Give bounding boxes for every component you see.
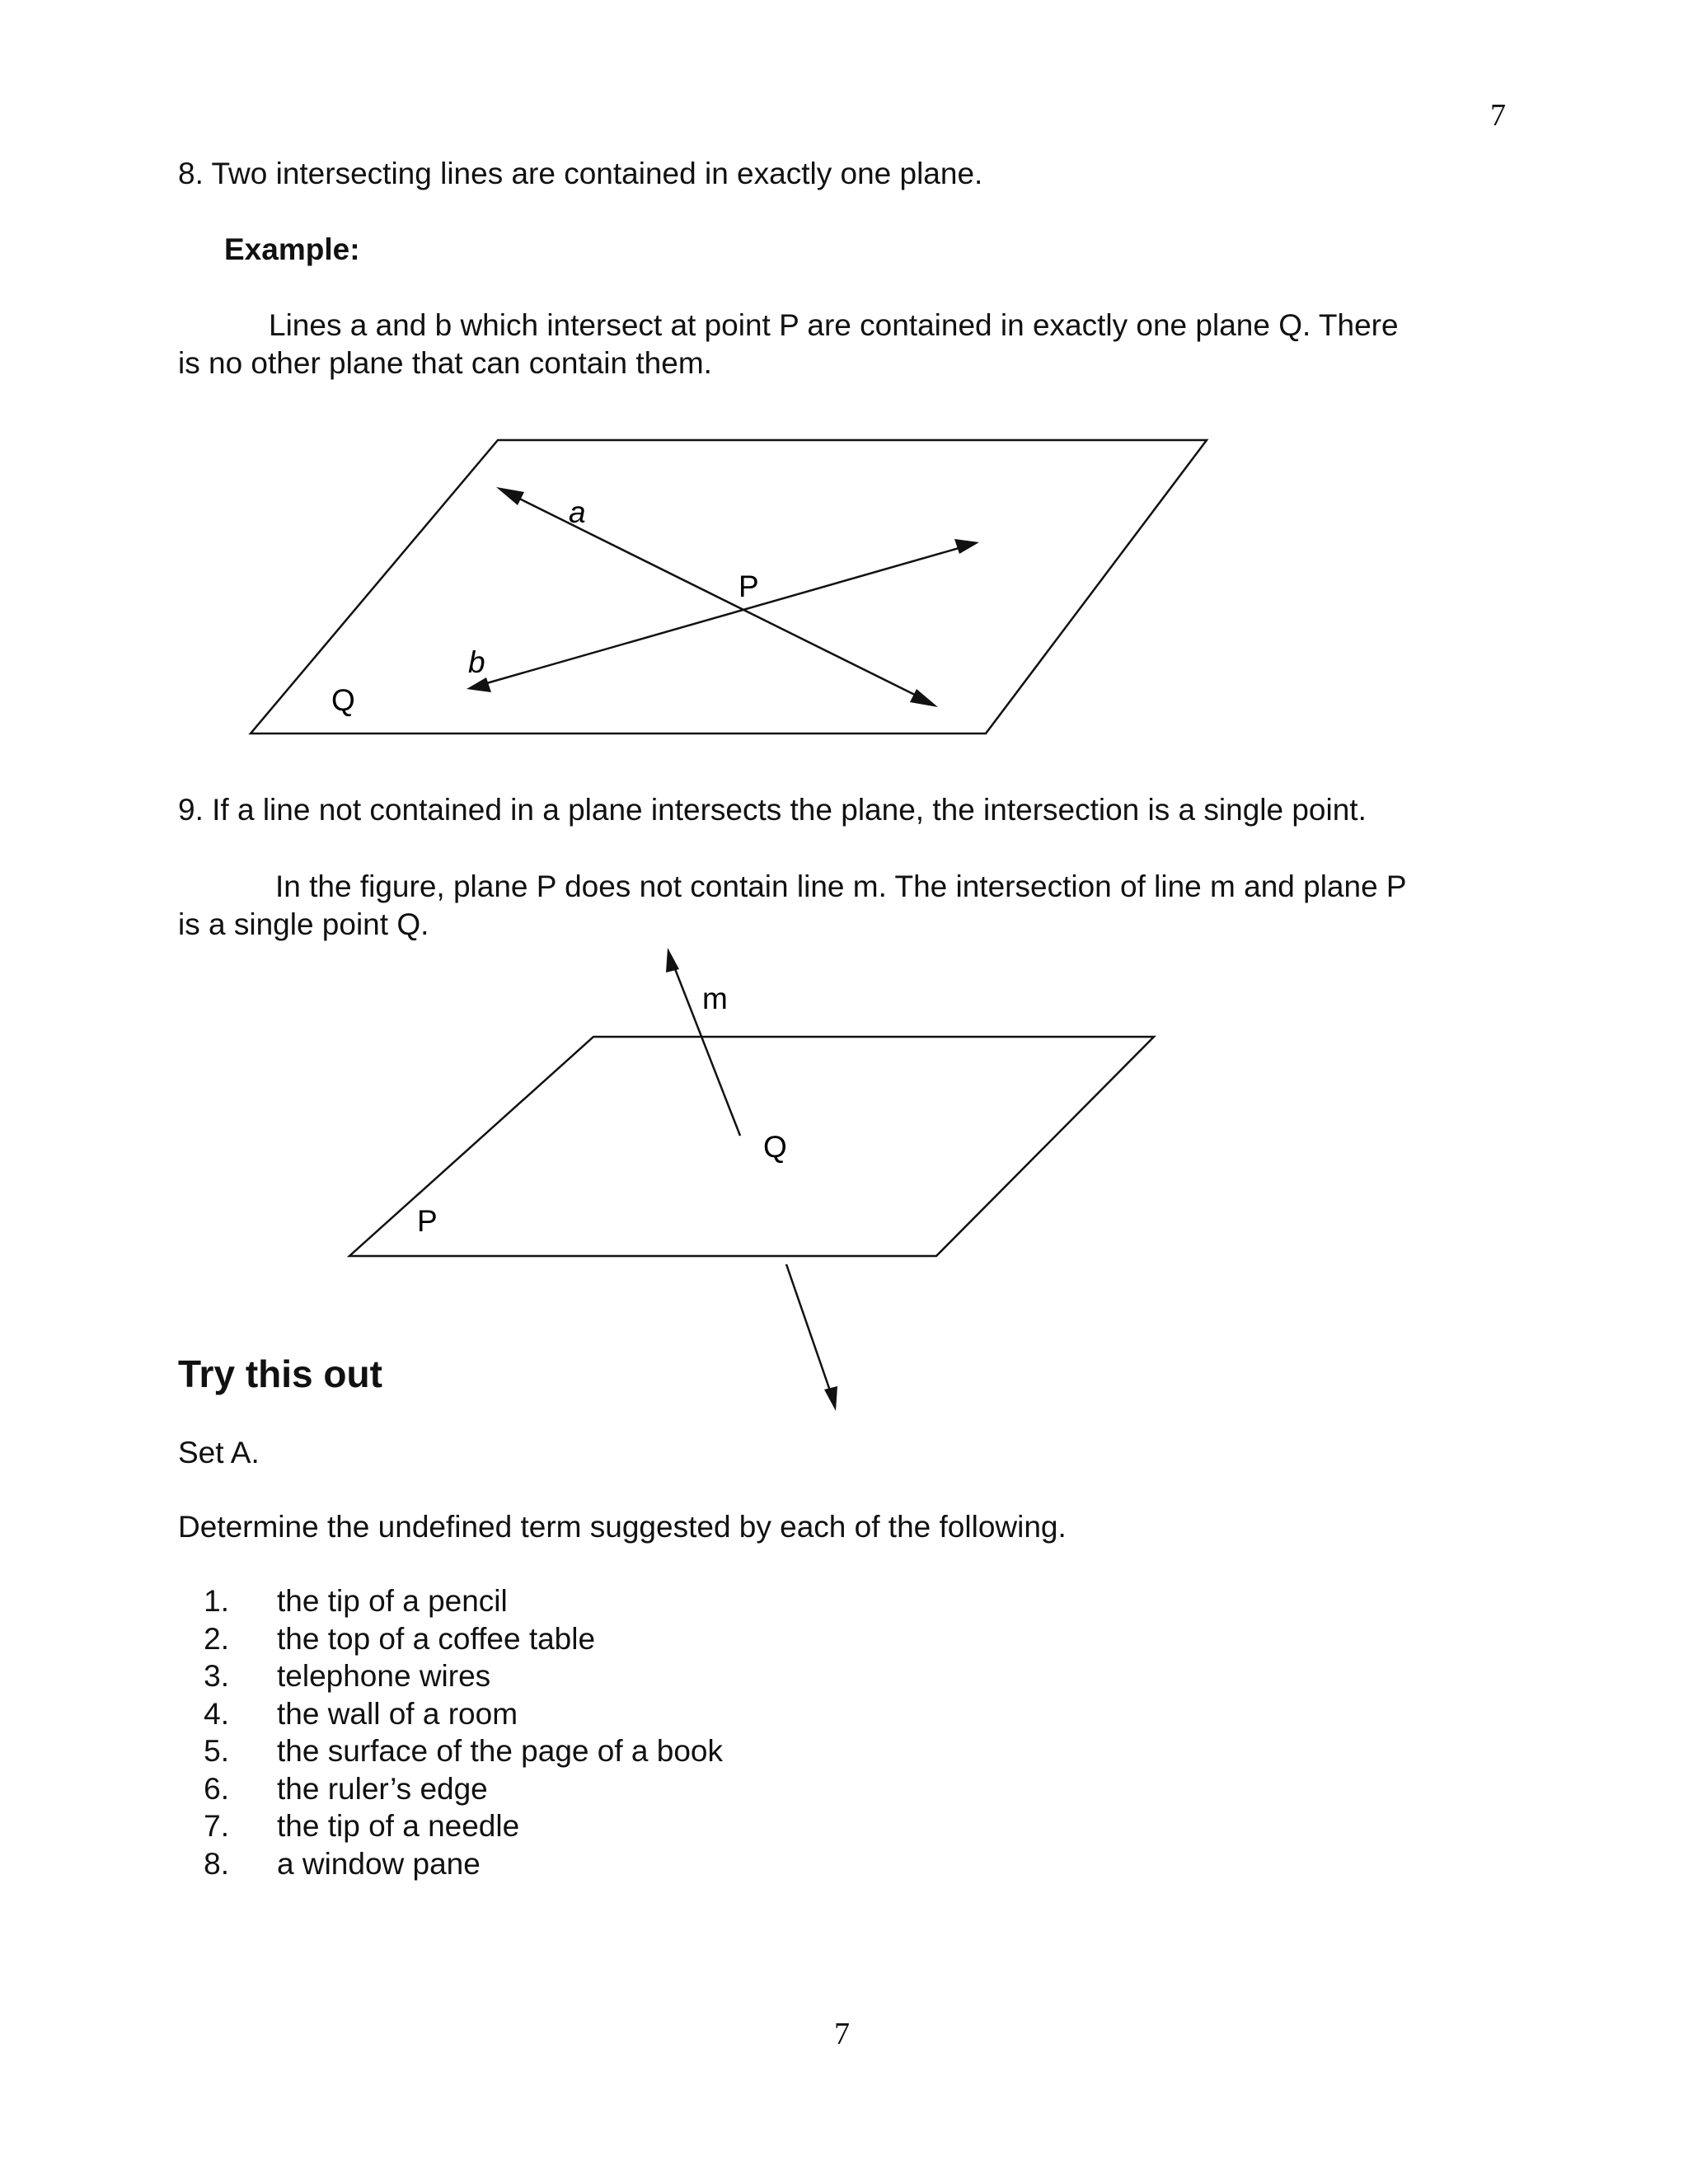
label-line-m: m	[702, 982, 728, 1015]
item-text: a window pane	[277, 1846, 481, 1881]
item-text: the tip of a pencil	[277, 1584, 508, 1618]
label-point-q: Q	[763, 1130, 787, 1164]
example-paragraph-line-1: Lines a and b which intersect at point P are contained in exactly one plane Q. There	[269, 308, 1399, 342]
item-number: 2.	[204, 1621, 229, 1656]
item-text: telephone wires	[277, 1659, 491, 1693]
page-number-top: 7	[1490, 98, 1506, 133]
example-label: Example:	[224, 232, 360, 266]
label-plane-q: Q	[331, 683, 355, 717]
item-number: 1.	[204, 1584, 229, 1618]
item-text: the surface of the page of a book	[277, 1734, 723, 1768]
set-label: Set A.	[178, 1436, 260, 1469]
item-number: 3.	[204, 1659, 229, 1693]
page-number-bottom: 7	[834, 2017, 850, 2051]
item-text: the top of a coffee table	[277, 1621, 596, 1656]
statement-8: 8. Two intersecting lines are contained in exactly one plane.	[178, 157, 983, 190]
section9-paragraph-line-1: In the figure, plane P does not contain line m. The intersection of line m and plane P	[275, 869, 1407, 903]
item-number: 5.	[204, 1734, 229, 1768]
label-line-b: b	[468, 645, 485, 679]
item-text: the wall of a room	[277, 1696, 518, 1731]
line-m-lower	[786, 1264, 832, 1398]
plane-p-shape	[349, 1037, 1154, 1256]
instruction: Determine the undefined term suggested by each of the following.	[178, 1510, 1067, 1544]
item-number: 4.	[204, 1696, 229, 1731]
item-number: 8.	[204, 1846, 229, 1881]
item-number: 6.	[204, 1771, 229, 1806]
item-text: the tip of a needle	[277, 1809, 520, 1843]
section-heading: Try this out	[178, 1352, 382, 1395]
section9-paragraph-line-2: is a single point Q.	[178, 907, 429, 941]
arrow-head-m-top	[666, 948, 679, 972]
item-text: the ruler’s edge	[277, 1771, 488, 1806]
label-plane-p: P	[417, 1204, 438, 1238]
label-point-p: P	[738, 569, 759, 603]
example-paragraph-line-2: is no other plane that can contain them.	[178, 346, 712, 380]
statement-9: 9. If a line not contained in a plane intersects the plane, the intersection is a single point.	[178, 793, 1367, 827]
label-line-a: a	[569, 495, 586, 529]
item-number: 7.	[204, 1809, 229, 1843]
arrow-head-m-bottom	[824, 1386, 837, 1411]
